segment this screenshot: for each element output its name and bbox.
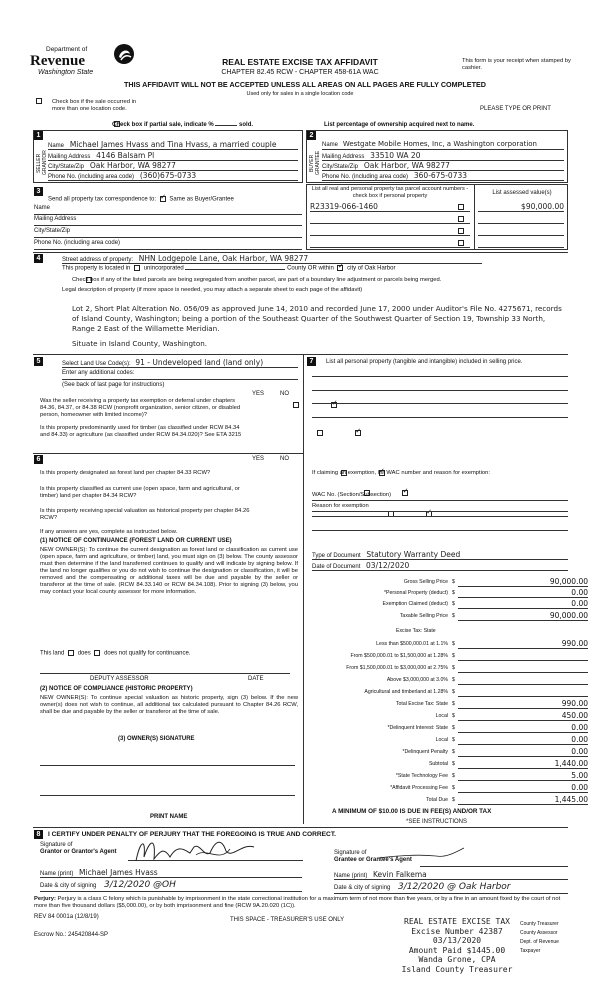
form-chapter: CHAPTER 82.45 RCW - CHAPTER 458-61A WAC [221,69,379,76]
tax-row-currency: $ [452,725,455,731]
tax-row-value[interactable] [458,663,588,673]
seller-city-row: City/State/Zip Oak Harbor, WA 98277 [48,161,298,171]
revenue-wordmark: Revenue [30,53,85,69]
tax-row [312,651,588,662]
unincorporated-checkbox[interactable] [134,265,140,271]
stamp-line-5: Wanda Grone, CPA [418,955,496,964]
section-5-number: 5 [34,357,43,366]
within-city-checkbox[interactable] [337,265,343,271]
grantee-name-value[interactable]: Kevin Falkema [373,870,427,879]
tax-row-label: Local [435,737,448,743]
s5-yes-header: YES [252,391,265,397]
section-1-number: 1 [34,131,43,140]
tax-row-value[interactable]: 0.00 [458,599,588,609]
s5-q1-yes-checkbox[interactable] [293,402,299,408]
tax-row [312,687,588,698]
distribution-dor: Dept. of Revenue [520,939,559,945]
seller-side-label: SELLER GRANTOR [36,150,48,176]
correspondence-label: Send all property tax correspondence to: ✓ Same as Buyer/Grantee [48,196,234,204]
multi-location-label: Check box if the sale occurred in more than one location code. [52,99,137,112]
buyer-address-row: Mailing Address 33510 WA 20 [322,151,564,161]
tax-row-currency: $ [452,689,455,695]
tax-row-label: *Personal Property (deduct) [383,590,448,596]
grantor-signature [130,833,270,865]
land-use-row: Select Land Use Code(s): 91 - Undeveloped land (land only) [62,358,298,368]
street-address-row: Street address of property: NHN Lodgepole Lane, Oak Harbor, WA 98277 [62,254,482,264]
personal-property-line-2[interactable] [312,390,568,391]
location-row: This property is located in unincorporated County OR within ✓ city of Oak Harbor [62,265,395,273]
print-name-label: PRINT NAME [150,814,188,820]
deputy-date-label: DATE [248,676,264,682]
tax-row-currency: $ [452,590,455,596]
additional-codes-row: Enter any additional codes: [62,370,298,380]
tax-row-currency: $ [452,579,455,585]
warning-banner: THIS AFFIDAVIT WILL NOT BE ACCEPTED UNLESS ALL AREAS ON ALL PAGES ARE FULLY COMPLETED [124,80,486,89]
section-3-number: 3 [34,187,43,196]
treasurer-stamp [392,917,522,974]
stamp-line-2: Excise Number 42387 [411,926,503,936]
legal-description[interactable]: Lot 2, Short Plat Alteration No. 056/09 as approved June 14, 2010 and recorded June 17, 2000 under Auditor's File No. 4275671, records of Island County, Washington; being a portion of the Southeast Quarter of the Southwest Quarter of Section 19, Township 33 North, Range 2 East of the Willamette Meridian. [72,304,562,333]
tax-row-value[interactable]: 0.00 [458,783,588,793]
tax-row [312,611,588,622]
tax-row-currency: $ [452,641,455,647]
corr-mailing-row[interactable]: Mailing Address [34,216,302,226]
legal-situate[interactable]: Situate in Island County, Washington. [72,339,208,348]
please-type-note: PLEASE TYPE OR PRINT [480,106,551,112]
assessed-row-3[interactable] [478,226,564,236]
distribution-taxpayer: Taxpayer [520,948,541,954]
seller-name-row: Name Michael James Hvass and Tina Hvass, a married couple [48,140,298,150]
parcel-personal-checkbox[interactable] [458,204,464,210]
assessed-row-4[interactable] [478,238,564,248]
treasurer-only-label: THIS SPACE - TREASURER'S USE ONLY [230,917,345,923]
tax-row [312,735,588,746]
tax-row-currency: $ [452,601,455,607]
tax-row-value[interactable]: 1,445.00 [458,795,588,805]
doc-type-value[interactable]: Statutory Warranty Deed [366,550,461,559]
parcel-row-4 [310,238,470,248]
buyer-phone-value[interactable]: 360-675-0733 [413,171,468,180]
s6-q2-text: Is this property classified as current use (open space, farm and agricultural, or timber) land per chapter 84.34 RCW? [40,486,240,499]
section-4-number: 4 [34,254,43,263]
tax-row [312,599,588,610]
segregated-label: Check box if any of the listed parcels are being segregated from another parcel, are part of a boundary line adjustment or parcels being merged. [72,277,442,283]
tax-row-value[interactable]: 5.00 [458,771,588,781]
parcel-row-2 [310,214,470,224]
distribution-assessor: County Assessor [520,930,558,936]
form-revision: REV 84 0001a (12/8/19) [34,914,99,920]
grantee-signature-label: Signature of Grantee or Grantee's Agent [334,850,412,864]
parcel-number[interactable]: R23319-066-1460 [310,202,378,211]
notice2-text: NEW OWNER(S): To continue special valuation as historic property, sign (3) below. If the new owner(s) does not wish to continue, all additional tax calculated pursuant to Chapter 84.26 RCW, shall be due and payable by the seller or transferor at the time of sale. [40,695,298,715]
stamp-line-4: Amount Paid $1445.00 [408,945,506,955]
buyer-name-row: Name Westgate Mobile Homes, Inc, a Washington corporation [322,140,564,150]
exemption-reason-row-3[interactable] [312,530,568,531]
parcel-personal-checkbox-2[interactable] [458,216,464,222]
escrow-number: Escrow No.: 245420844-SP [34,932,109,938]
owner-signature-line[interactable] [40,765,295,766]
partial-sale-label: Check box if partial sale, indicate % sold. [112,122,254,128]
tax-row-value[interactable]: 990.00 [458,699,588,709]
revenue-swirl-icon [112,42,136,66]
wac-row[interactable]: WAC No. (Section/Subsection) [312,492,568,501]
tax-row [312,588,588,599]
parcel-personal-checkbox-4[interactable] [458,240,464,246]
tax-row [312,723,588,734]
stamp-line-3: 03/13/2020 [432,936,482,945]
exemption-reason-row-2[interactable] [312,516,568,517]
grantor-date-value[interactable]: 3/12/2020 @OH [104,880,176,890]
see-back-note: (See back of last page for instructions) [62,382,165,388]
distribution-treasurer: County Treasurer [520,921,559,927]
continuance-row: This land does does not qualify for continuance. [40,650,191,657]
tax-row-value[interactable]: 0.00 [458,735,588,745]
grantor-name-row: Name (print) Michael James Hvass [40,868,302,878]
assessed-row-1 [478,202,564,212]
tax-row [312,639,588,650]
tax-row-currency: $ [452,761,455,767]
section-7-number: 7 [307,357,316,366]
tax-row [312,795,588,806]
tax-row-currency: $ [452,749,455,755]
doc-type-row: Type of Document Statutory Warranty Deed [312,550,568,560]
s5-q2-no-checkbox[interactable] [355,430,361,436]
tax-row-currency: $ [452,737,455,743]
tax-row-label: Agricultural and timberland at 1.28% [364,689,448,695]
notice1-text: NEW OWNER(S): To continue the current designation as forest land or classification as current use (open space, farm and agriculture, or timber) land, you must sign on (3) below. The county assessor must then determine if the land transferred continues to qualify and will indicate by signing below. If the land no longer qualifies or you do not wish to continue the designation or classification, it will be removed and the compensating or additional taxes will be due and payable by the seller or transferor at the time of sale. (RCW 84.33.140 or RCW 84.34.108). Prior to signing (3) below, you may contact your local county assessor for more information. [40,547,298,595]
tax-row-currency: $ [452,613,455,619]
section-6-number: 6 [34,455,43,464]
tax-row-label: Less than $500,000.01 at 1.1% [376,641,448,647]
tax-row [312,711,588,722]
tax-row-label: Local [435,713,448,719]
tax-row [312,783,588,794]
grantor-date-row: Date & city of signing 3/12/2020 @OH [40,880,302,892]
tax-row-value[interactable] [458,675,588,685]
buyer-address-value[interactable]: 33510 WA 20 [370,151,421,160]
corr-phone-row[interactable]: Phone No. (including area code) [34,240,302,250]
tax-row-currency: $ [452,665,455,671]
buyer-side-label: BUYER GRANTEE [309,150,321,176]
s6-q3-text: Is this property receiving special valuation as historical property per chapter 84.26 RCW? [40,508,250,521]
tax-row-value[interactable]: 450.00 [458,711,588,721]
s5-q1-text: Was the seller receiving a property tax exemption or deferral under chapters 84.36, 84.37, or 84.38 RCW (nonprofit organization, senior citizen, or disabled person, homeowner with limited income)? [40,398,241,418]
land-use-value[interactable]: 91 - Undeveloped land (land only) [135,358,264,367]
buyer-city-value[interactable]: Oak Harbor, WA 98277 [363,161,450,170]
tax-row [312,771,588,782]
tax-row-value[interactable] [458,687,588,697]
tax-row-value[interactable] [458,651,588,661]
grantee-name-row: Name (print) Kevin Falkema [334,870,568,880]
tax-row-value[interactable]: 0.00 [458,723,588,733]
certify-statement: I CERTIFY UNDER PENALTY OF PERJURY THAT THE FOREGOING IS TRUE AND CORRECT. [48,831,336,838]
dept-of-label: Department of [46,46,88,53]
tax-row-value[interactable]: 1,440.00 [458,759,588,769]
same-as-buyer-checkbox[interactable] [160,196,166,202]
form-title: REAL ESTATE EXCISE TAX AFFIDAVIT [222,57,378,67]
personal-property-line-1[interactable] [312,376,568,377]
if-yes-note: If any answers are yes, complete as instructed below. [40,529,178,535]
exemption-label: If claiming an exemption, list WAC number and reason for exemption: [312,470,490,476]
does-not-checkbox[interactable] [94,650,100,656]
tax-row-label: From $1,500,000.01 to $3,000,000 at 2.75% [346,665,448,671]
tax-row-value[interactable]: 990.00 [458,639,588,649]
doc-date-row: Date of Document 03/12/2020 [312,561,568,571]
seller-phone-value[interactable]: (360)675-0733 [139,171,197,180]
buyer-name-value[interactable]: Westgate Mobile Homes, Inc, a Washington corporation [342,140,537,148]
perjury-note: Perjury: Perjury is a class C felony which is punishable by imprisonment in the state correctional institution for a maximum term of not more than five years, or by a fine in an amount fixed by the court of not more than five thousand dollars ($5,000.00), or by both imprisonment and fine (RCW 9A.20.020 (1C)). [34,896,561,909]
section-2-number: 2 [307,131,316,140]
s6-no-header: NO [280,456,289,462]
personal-property-line-4[interactable] [312,417,568,418]
stamp-line-6: Island County Treasurer [401,964,513,974]
street-address-value[interactable]: NHN Lodgepole Lane, Oak Harbor, WA 98277 [138,254,309,263]
parcel-row-3 [310,226,470,236]
grantee-signature-line[interactable] [420,866,568,867]
deputy-label: DEPUTY ASSESSOR [90,676,149,682]
dor-logo [30,40,140,80]
seller-address-value[interactable]: 4146 Balsam Pl [96,151,155,160]
tax-row [312,747,588,758]
tax-row-label: Total Due [426,797,448,803]
grantor-name-value[interactable]: Michael James Hvass [79,868,158,877]
grantee-date-row: Date & city of signing 3/12/2020 @ Oak Harbor [334,882,568,894]
notice1-title: (1) NOTICE OF CONTINUANCE (FOREST LAND OR CURRENT USE) [40,538,232,544]
owner-signature-label: (3) OWNER(S) SIGNATURE [118,736,195,742]
tax-row-label: Above $3,000,000 at 3.0% [386,677,448,683]
tax-row-label: Taxable Selling Price [399,613,448,619]
tax-row-currency: $ [452,785,455,791]
tax-row-value[interactable]: 90,000.00 [458,611,588,621]
grantee-signature [376,842,466,864]
corr-name-row[interactable]: Name [34,205,302,215]
tax-row [312,577,588,588]
parcel-row-1 [310,202,470,212]
stamp-line-1: REAL ESTATE EXCISE TAX [404,917,510,926]
tax-row-label: Subtotal [428,761,448,767]
see-instructions-note: *SEE INSTRUCTIONS [406,819,468,825]
tax-row-currency: $ [452,797,455,803]
receipt-note: This form is your receipt when stamped by cashier. [462,58,571,71]
assessed-header: List assessed value(s) [492,190,552,196]
assessed-value[interactable]: $90,000.00 [521,202,564,211]
tax-row-label: *State Technology Fee [395,773,448,779]
doc-date-value[interactable]: 03/12/2020 [366,561,410,570]
tax-row [312,699,588,710]
tax-row-label: Total Excise Tax: State [395,701,448,707]
seller-city-value[interactable]: Oak Harbor, WA 98277 [89,161,176,170]
s5-no-header: NO [280,391,289,397]
excise-state-header: Excise Tax: State [396,628,436,634]
personal-property-line-3[interactable] [312,403,568,404]
does-checkbox[interactable] [68,650,74,656]
seller-phone-row: Phone No. (including area code) (360)675-0733 [48,171,298,181]
grantor-signature-label: Signature of Grantor or Grantor's Agent [40,842,117,856]
tax-row-label: *Delinquent Interest: State [387,725,448,731]
corr-city-row[interactable]: City/State/Zip [34,228,302,238]
tax-row-label: *Delinquent Penalty [402,749,448,755]
tax-row-currency: $ [452,773,455,779]
ownership-note: List percentage of ownership acquired next to name. [324,122,475,128]
tax-row-currency: $ [452,677,455,683]
grantee-date-value[interactable]: 3/12/2020 @ Oak Harbor [398,882,511,892]
notice2-title: (2) NOTICE OF COMPLIANCE (HISTORIC PROPERTY) [40,686,193,692]
tax-row-label: *Affidavit Processing Fee [390,785,448,791]
state-wordmark: Washington State [38,69,94,76]
tax-row-label: From $500,000.01 to $1,500,000 at 1.28% [350,653,448,659]
deputy-signature-line[interactable] [40,673,290,674]
tax-row-value[interactable]: 0.00 [458,747,588,757]
exemption-reason-row[interactable]: Reason for exemption [312,503,568,512]
buyer-phone-row: Phone No. (including area code) 360-675-0733 [322,171,564,181]
tax-row-currency: $ [452,713,455,719]
tax-row-currency: $ [452,701,455,707]
distribution-list [520,920,559,956]
parcel-personal-checkbox-3[interactable] [458,228,464,234]
s6-q1-text: Is this property designated as forest land per chapter 84.33 RCW? [40,470,211,476]
tax-row [312,663,588,674]
s5-q2-text: Is this property predominantly used for timber (as classified under RCW 84.34 and 84.33) or agriculture (as classified under RCW 84.34.020)? See ETA 3215 [40,425,242,438]
tax-row-value[interactable]: 90,000.00 [458,577,588,587]
tax-row-currency: $ [452,653,455,659]
tax-row-label: Exemption Claimed (deduct) [382,601,448,607]
seller-name-value[interactable]: Michael James Hvass and Tina Hvass, a married couple [69,140,277,149]
minimum-fee-note: A MINIMUM OF $10.00 IS DUE IN FEE(S) AND/OR TAX [332,808,492,815]
personal-property-label: List all personal property (tangible and intangible) included in selling price. [326,359,523,365]
tax-row [312,675,588,686]
multi-location-checkbox[interactable] [36,98,42,104]
legal-label: Legal description of property (if more space is needed, you may attach a separate sheet to each page of the affidavit) [62,287,363,293]
tax-row-label: Gross Selling Price [403,579,448,585]
s6-yes-header: YES [252,456,265,462]
seller-address-row: Mailing Address 4146 Balsam Pl [48,151,298,161]
s5-q2-yes-checkbox[interactable] [317,430,323,436]
single-location-note: Used only for sales in a single location code [246,91,354,97]
parcel-header: List all real and personal property tax parcel account numbers - check box if personal property [311,186,469,199]
print-name-line[interactable] [40,795,295,796]
assessed-row-2[interactable] [478,214,564,224]
tax-row [312,759,588,770]
buyer-city-row: City/State/Zip Oak Harbor, WA 98277 [322,161,564,171]
tax-row-value[interactable]: 0.00 [458,588,588,598]
section-8-number: 8 [34,830,43,839]
